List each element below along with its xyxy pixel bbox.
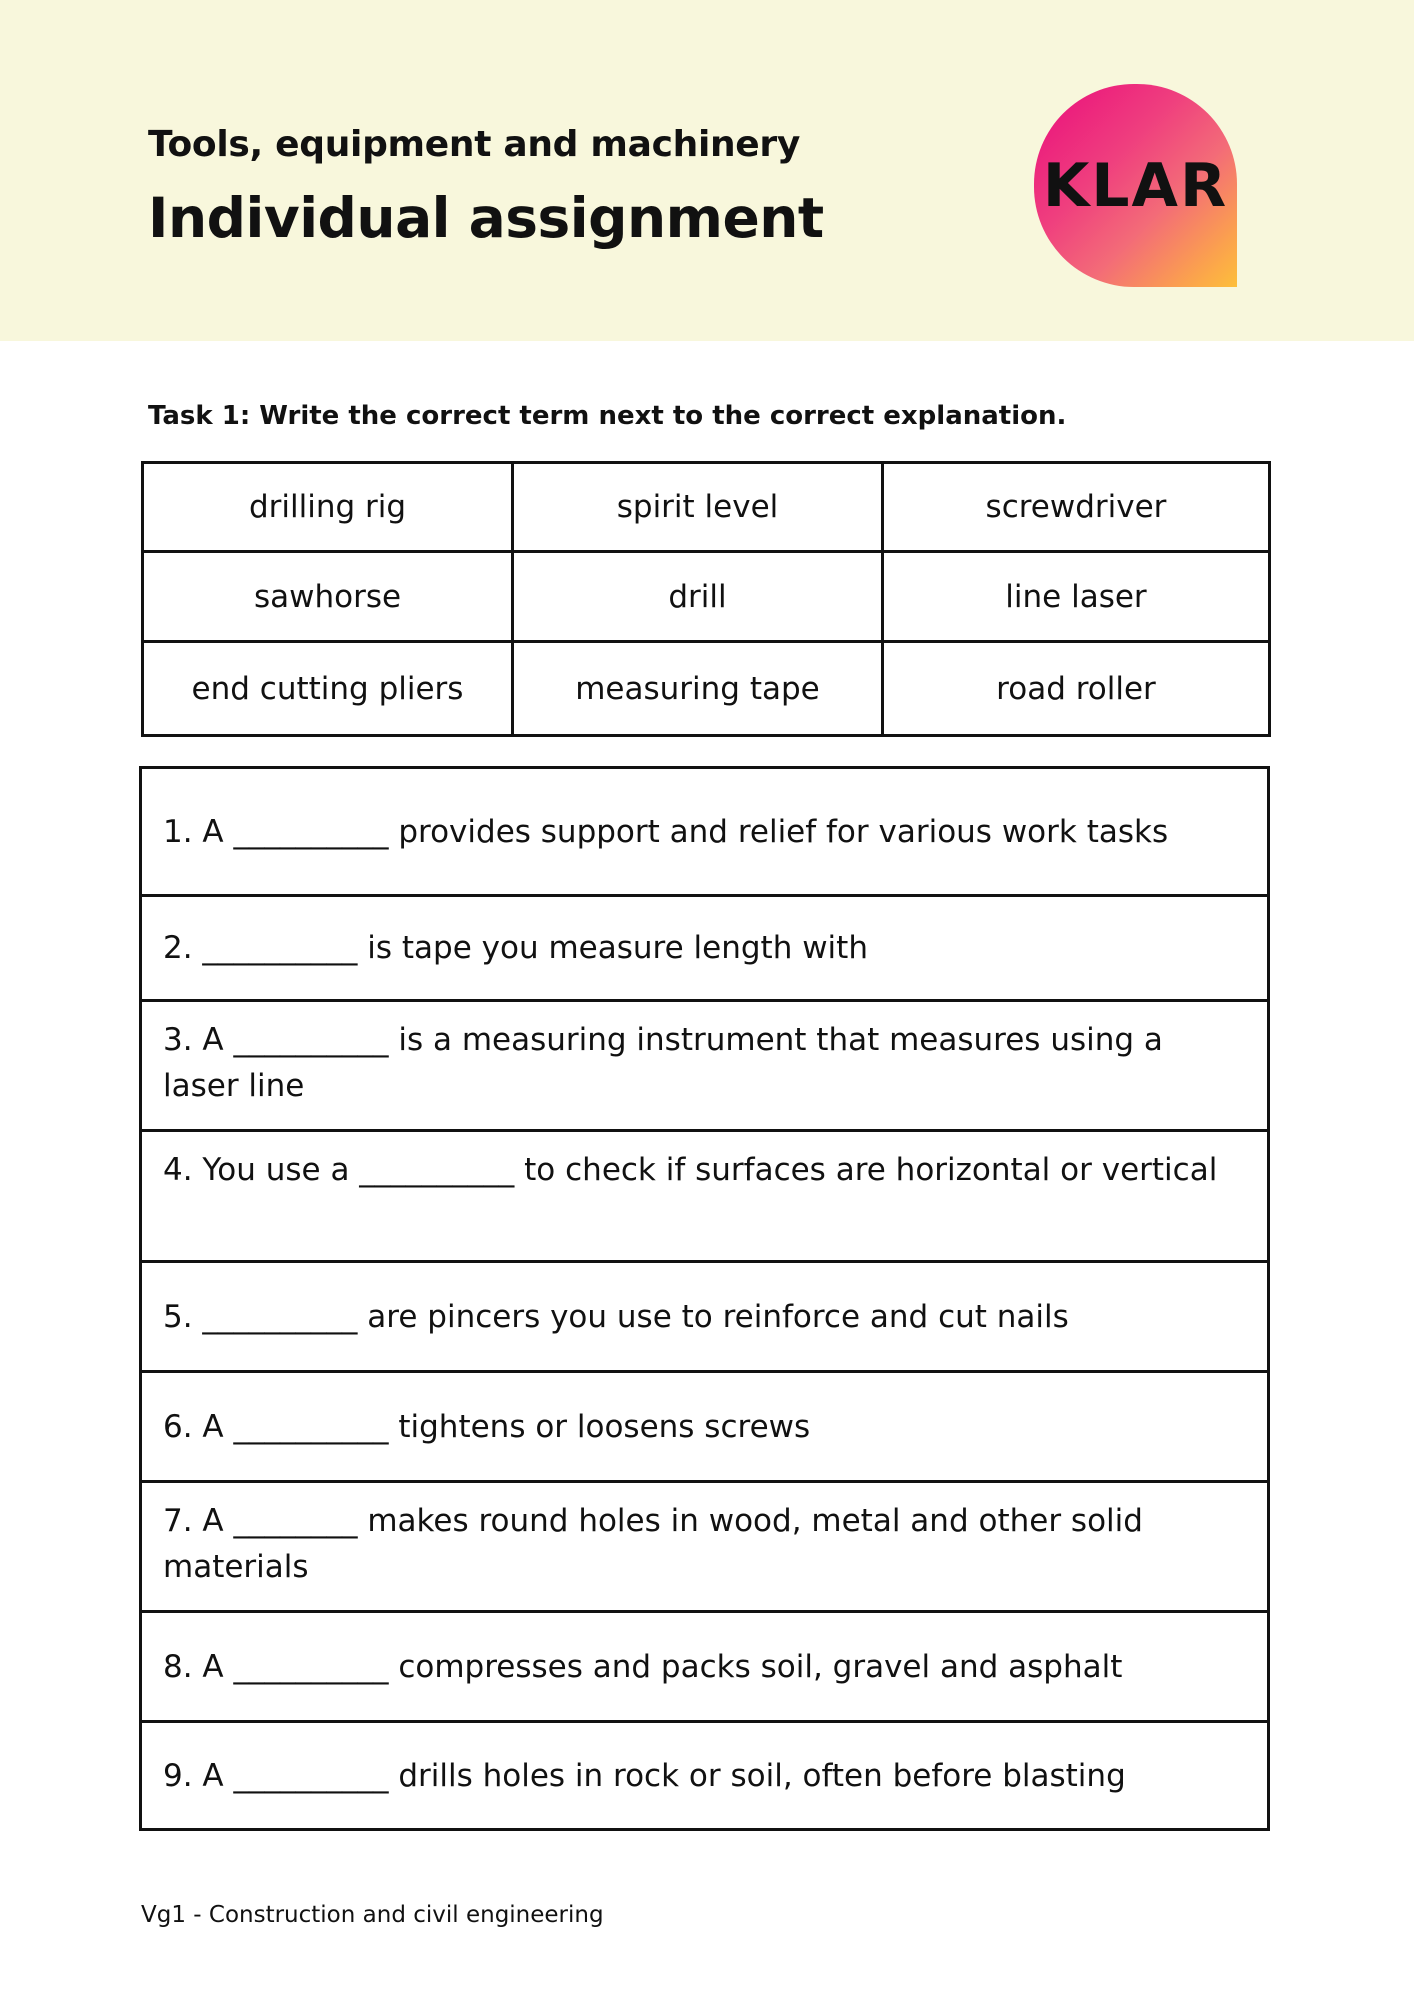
question-text: 1. A __________ provides support and relief for various work tasks [163,813,1169,850]
worksheet-subtitle: Tools, equipment and machinery [148,124,801,165]
question-text: 7. A ________ makes round holes in wood, metal and other solid materials [163,1503,1143,1585]
word-bank-cell: sawhorse [144,553,514,643]
question-text: 3. A __________ is a measuring instrument that measures using a laser line [163,1022,1163,1104]
word-bank-cell: screwdriver [884,464,1268,553]
logo-text: KLAR [1042,150,1229,221]
question-row [142,769,1267,897]
word-bank-cell: road roller [996,670,1156,707]
footer-text: Vg1 - Construction and civil engineering [141,1902,604,1928]
klar-logo [1034,84,1237,287]
question-text: 5. __________ are pincers you use to reinforce and cut nails [163,1298,1069,1335]
question-row [142,1002,1267,1132]
word-bank-cell: drill [514,553,884,643]
question-row [142,897,1267,1002]
task-heading: Task 1: Write the correct term next to the correct explanation. [148,401,1067,431]
question-text: 2. __________ is tape you measure length with [163,930,868,966]
question-row [142,1613,1267,1723]
question-text: 6. A __________ tightens or loosens screws [163,1408,811,1445]
question-row [142,1132,1267,1263]
word-bank-cell: drilling rig [144,464,514,553]
question-text: 9. A __________ drills holes in rock or soil, often before blasting [163,1757,1126,1794]
question-row [142,1373,1267,1483]
question-row [142,1263,1267,1373]
question-row [142,1483,1267,1613]
word-bank-table [141,461,1271,737]
worksheet-title: Individual assignment [148,186,824,250]
question-text: 4. You use a __________ to check if surfaces are horizontal or vertical [163,1152,1218,1188]
word-bank-cell: spirit level [514,464,884,553]
question-text: 8. A __________ compresses and packs soil, gravel and asphalt [163,1648,1123,1685]
question-row [142,1723,1267,1828]
word-bank-cell: measuring tape [514,643,884,734]
questions-table [139,766,1270,1831]
word-bank-cell: end cutting pliers [144,643,514,734]
word-bank-cell: line laser [884,553,1268,643]
